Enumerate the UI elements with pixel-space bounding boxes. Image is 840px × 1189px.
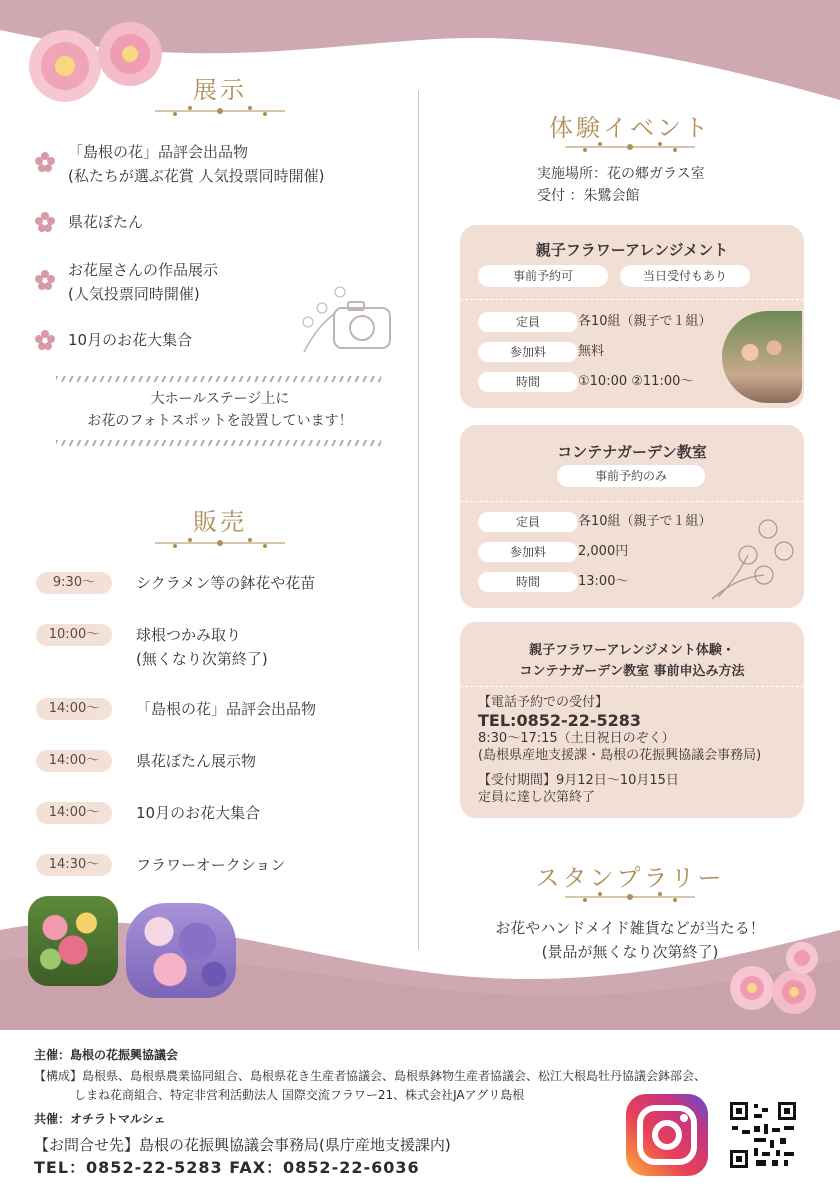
time-badge: 14:00～: [36, 750, 112, 772]
card-title: コンテナガーデン教室: [557, 443, 707, 461]
dashed-divider: [460, 501, 804, 502]
flower-arrangement-photo: [126, 903, 236, 998]
row-label: 定員: [478, 312, 578, 332]
event-application-info: [460, 622, 804, 818]
members-line: しまね花商組合、特定非営利活動法人 国際交流フラワー21、株式会社JAアグリ島根: [74, 1088, 525, 1102]
phone-number: TEL:0852-22-5283: [478, 711, 642, 730]
stamp-rally-text: お花やハンドメイド雑貨などが当たる！ (景品が無くなり次第終了): [495, 919, 765, 961]
hatched-divider: [56, 440, 381, 446]
tel-fax: TEL：0852-22-5283 FAX：0852-22-6036: [34, 1158, 420, 1177]
footer: [0, 1030, 840, 1189]
laurel-ornament: [150, 103, 290, 119]
reservation-tag: 事前予約のみ: [557, 465, 705, 487]
sales-item: 「島根の花」品評会出品物: [136, 700, 317, 718]
reservation-tag: 事前予約可: [478, 265, 608, 287]
row-label: 時間: [478, 572, 578, 592]
event-place: 実施場所：花の郷ガラス室: [537, 166, 705, 182]
stamp-rally-title: スタンプラリー: [535, 864, 725, 892]
time-badge: 14:00～: [36, 802, 112, 824]
cosponsor: 共催：オチラトマルシェ: [34, 1112, 166, 1126]
exhibit-item: 10月のお花大集合: [68, 331, 193, 349]
event-photo: [722, 311, 802, 403]
phone-hours: 8:30～17:15（土日祝日のぞく）: [478, 731, 675, 746]
time-badge: 14:30～: [36, 854, 112, 876]
qr-code-icon[interactable]: [728, 1100, 798, 1170]
sales-title: 販売: [193, 508, 247, 536]
time-badge: 14:00～: [36, 698, 112, 720]
peony-flowers-image: [722, 940, 832, 1020]
exhibit-item: 県花ぼたん: [68, 213, 144, 231]
organizer: 主催：島根の花振興協議会: [34, 1048, 179, 1062]
period-note: 定員に達し次第終了: [478, 790, 596, 805]
row-value: 各10組（親子で１組）: [578, 314, 712, 329]
event-card-container-garden: [460, 425, 804, 608]
card-title: 親子フラワーアレンジメント体験・ コンテナガーデン教室 事前申込み方法: [519, 643, 745, 679]
row-label: 時間: [478, 372, 578, 392]
camera-flower-icon: [296, 282, 396, 362]
sales-item: 球根つかみ取り (無くなり次第終了): [136, 626, 268, 668]
sales-item: フラワーオークション: [136, 856, 286, 874]
laurel-ornament: [560, 889, 700, 905]
row-value: ①10:00 ②11:00～: [578, 374, 694, 389]
row-label: 参加料: [478, 342, 578, 362]
row-label: 参加料: [478, 542, 578, 562]
time-badge: 9:30～: [36, 572, 112, 594]
flower-bullet-icon: [35, 330, 55, 350]
flower-bullet-icon: [35, 270, 55, 290]
exhibit-title: 展示: [193, 76, 247, 104]
row-label: 定員: [478, 512, 578, 532]
instagram-icon[interactable]: [626, 1094, 708, 1176]
cosmos-flower-icon: [708, 515, 800, 603]
contact: 【お問合せ先】島根の花振興協議会事務局(県庁産地支援課内): [34, 1136, 451, 1154]
flower-bullet-icon: [35, 152, 55, 172]
laurel-ornament: [150, 535, 290, 551]
time-badge: 10:00～: [36, 624, 112, 646]
dashed-divider: [460, 299, 804, 300]
row-value: 無料: [578, 344, 605, 359]
event-card-flower-arrangement: [460, 225, 804, 408]
card-title: 親子フラワーアレンジメント: [535, 241, 729, 259]
walk-in-tag: 当日受付もあり: [620, 265, 750, 287]
laurel-ornament: [560, 139, 700, 155]
sales-item: 県花ぼたん展示物: [136, 752, 257, 770]
photo-spot-note: 大ホールステージ上に お花のフォトスポットを設置しています！: [87, 391, 353, 429]
dashed-divider: [460, 686, 804, 687]
application-period: 【受付期間】9月12日～10月15日: [478, 773, 679, 788]
flower-basket-photo: [28, 896, 118, 986]
hatched-divider: [56, 376, 381, 382]
row-value: 2,000円: [578, 544, 629, 559]
row-value: 各10組（親子で１組）: [578, 514, 712, 529]
exhibit-item: お花屋さんの作品展示 (人気投票同時開催): [68, 261, 219, 303]
sales-item: 10月のお花大集合: [136, 804, 261, 822]
sales-item: シクラメン等の鉢花や花苗: [136, 574, 316, 592]
exhibit-item: 「島根の花」品評会出品物 (私たちが選ぶ花賞 人気投票同時開催): [68, 143, 325, 185]
flower-bullet-icon: [35, 212, 55, 232]
office-name: (島根県産地支援課・島根の花振興協議会事務局): [478, 748, 762, 763]
events-title: 体験イベント: [549, 114, 711, 142]
members-line: 【構成】島根県、島根県農業協同組合、島根県花き生産者協議会、島根県鉢物生産者協議会、松江大根島牡丹協議会鉢部会、: [34, 1069, 707, 1083]
column-divider: [418, 90, 419, 950]
row-value: 13:00～: [578, 574, 629, 589]
event-reception: 受付 ：朱鷺会館: [537, 188, 640, 204]
phone-heading: 【電話予約での受付】: [478, 695, 609, 710]
